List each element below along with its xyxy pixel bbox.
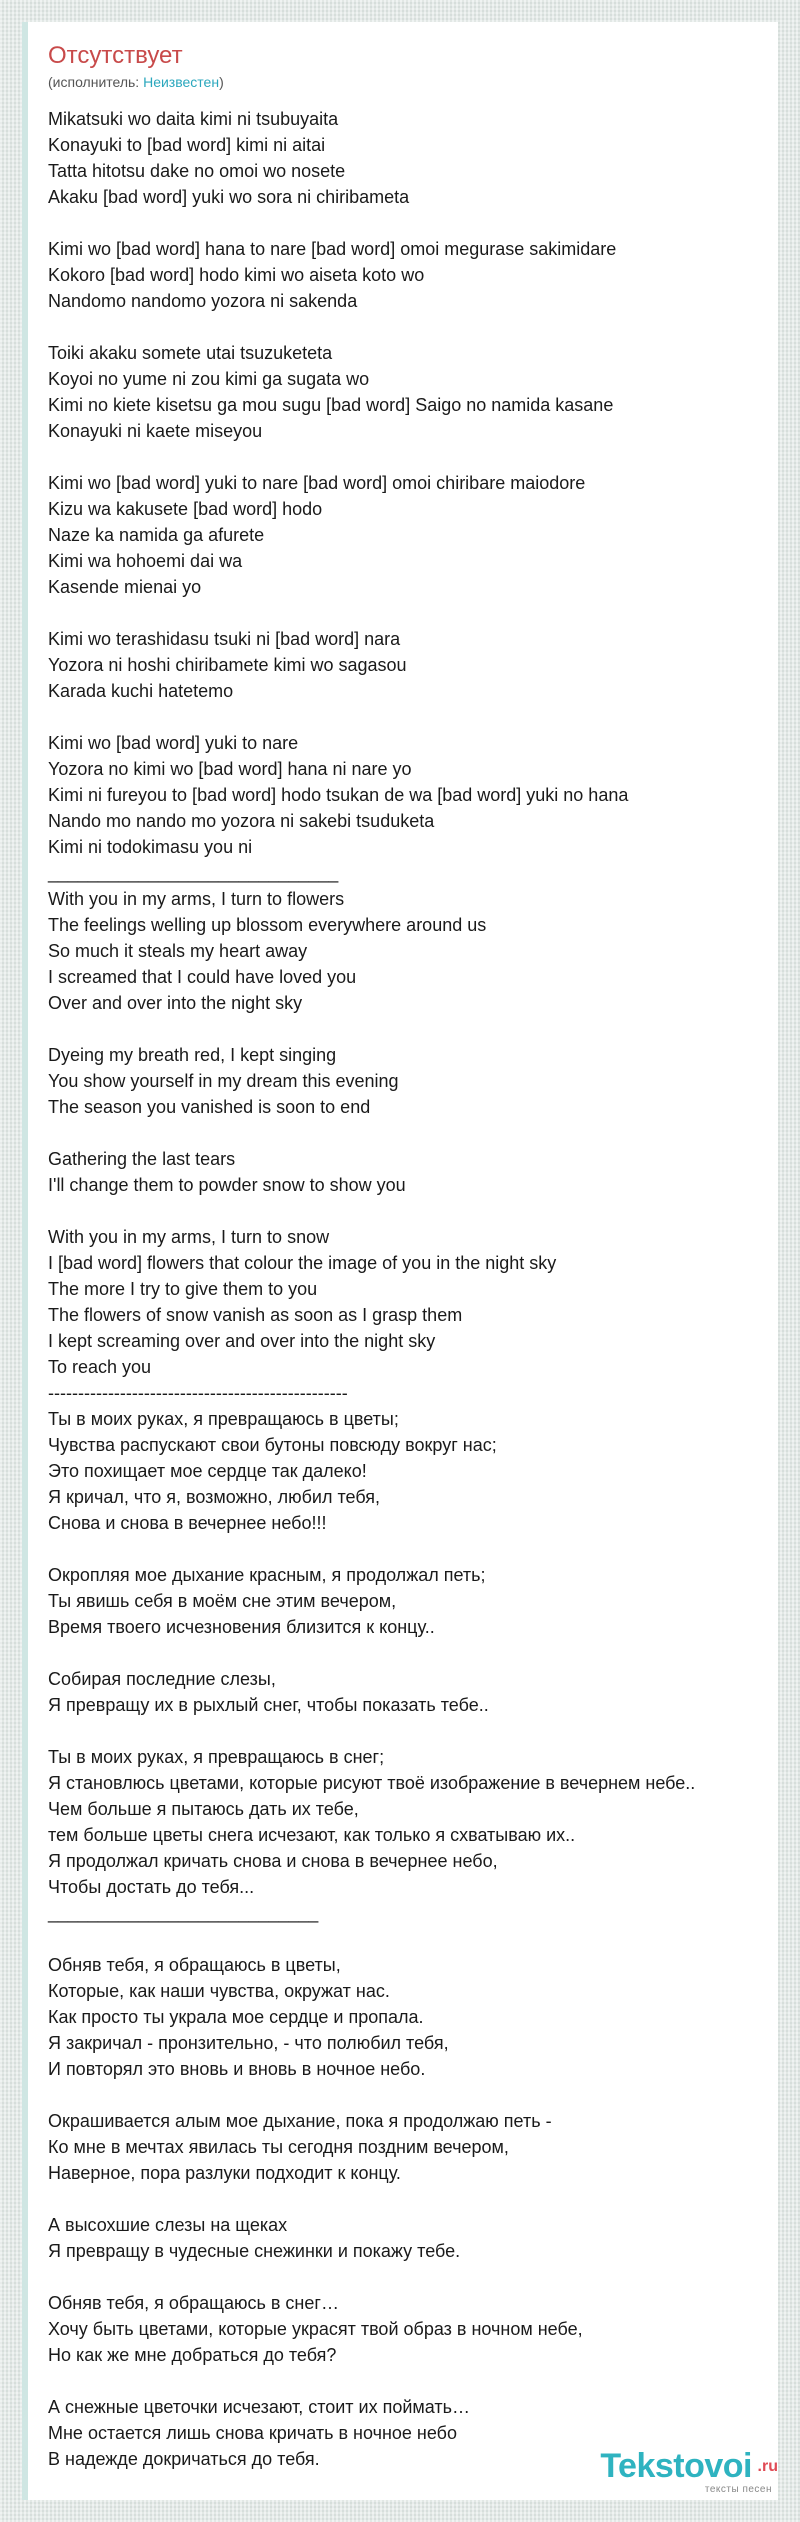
lyric-line: Konayuki to [bad word] kimi ni aitai: [48, 135, 326, 155]
lyric-line: The feelings welling up blossom everywhere around us: [48, 915, 487, 935]
lyric-line: Koyoi no yume ni zou kimi ga sugata wo: [48, 369, 370, 389]
lyric-line: Kimi no kiete kisetsu ga mou sugu [bad word] Saigo no namida kasane: [48, 395, 614, 415]
lyric-line: [48, 1718, 768, 1744]
lyric-line: [48, 444, 768, 470]
lyric-line: I [bad word] flowers that colour the image of you in the night sky: [48, 1253, 557, 1273]
lyric-line: тем больше цветы снега исчезают, как только я схватываю их..: [48, 1825, 576, 1845]
lyric-line: Kizu wa kakusete [bad word] hodo: [48, 499, 323, 519]
lyric-line: Я закричал - пронзительно, - что полюбил тебя,: [48, 2033, 449, 2053]
lyric-line: Ты явишь себя в моём сне этим вечером,: [48, 1591, 397, 1611]
lyric-line: Собирая последние слезы,: [48, 1669, 276, 1689]
artist-prefix: (исполнитель:: [48, 74, 144, 90]
lyric-line: --------------------------------------------------: [48, 1383, 348, 1403]
site-logo[interactable]: [578, 2446, 778, 2498]
lyric-line: Konayuki ni kaete miseyou: [48, 421, 263, 441]
lyric-line: With you in my arms, I turn to snow: [48, 1227, 330, 1247]
lyric-line: [48, 2264, 768, 2290]
lyrics-card: [22, 22, 778, 2500]
lyric-line: Хочу быть цветами, которые украсят твой образ в ночном небе,: [48, 2319, 583, 2339]
lyric-line: Ко мне в мечтах явилась ты сегодня поздним вечером,: [48, 2137, 509, 2157]
lyric-line: Tatta hitotsu dake no omoi wo nosete: [48, 161, 346, 181]
lyric-line: Mikatsuki wo daita kimi ni tsubuyaita: [48, 109, 339, 129]
lyric-line: Karada kuchi hatetemo: [48, 681, 234, 701]
lyric-line: Yozora ni hoshi chiribamete kimi wo sagasou: [48, 655, 407, 675]
lyric-line: Kimi ni todokimasu you ni: [48, 837, 253, 857]
lyric-line: Обняв тебя, я обращаюсь в цветы,: [48, 1955, 341, 1975]
lyric-line: И повторял это вновь и вновь в ночное небо.: [48, 2059, 426, 2079]
lyric-line: Yozora no kimi wo [bad word] hana ni nare yo: [48, 759, 412, 779]
lyric-line: The more I try to give them to you: [48, 1279, 318, 1299]
lyric-line: А высохшие слезы на щеках: [48, 2215, 288, 2235]
lyric-line: Naze ka namida ga afurete: [48, 525, 265, 545]
lyric-line: To reach you: [48, 1357, 152, 1377]
lyric-line: Gathering the last tears: [48, 1149, 236, 1169]
lyric-line: You show yourself in my dream this evening: [48, 1071, 399, 1091]
lyric-line: Kimi wo [bad word] yuki to nare [bad word] omoi chiribare maiodore: [48, 473, 586, 493]
lyric-line: Окропляя мое дыхание красным, я продолжал петь;: [48, 1565, 486, 1585]
lyric-line: А снежные цветочки исчезают, стоит их поймать…: [48, 2397, 471, 2417]
lyric-line: [48, 1536, 768, 1562]
lyric-line: With you in my arms, I turn to flowers: [48, 889, 345, 909]
lyric-line: Ты в моих руках, я превращаюсь в снег;: [48, 1747, 385, 1767]
lyric-line: Kimi wa hohoemi dai wa: [48, 551, 243, 571]
lyric-line: Nando mo nando mo yozora ni sakebi tsuduketa: [48, 811, 435, 831]
lyric-line: Ты в моих руках, я превращаюсь в цветы;: [48, 1409, 399, 1429]
lyric-line: Dyeing my breath red, I kept singing: [48, 1045, 337, 1065]
lyrics-text: [48, 106, 768, 2472]
lyric-line: Kimi wo [bad word] hana to nare [bad word] omoi megurase sakimidare: [48, 239, 617, 259]
logo-domain: .ru: [757, 2458, 778, 2475]
lyric-line: [48, 314, 768, 340]
lyric-line: [48, 2082, 768, 2108]
lyric-line: I'll change them to powder snow to show you: [48, 1175, 406, 1195]
artist-link[interactable]: Неизвестен: [143, 74, 220, 90]
lyric-line: I kept screaming over and over into the night sky: [48, 1331, 436, 1351]
lyric-line: [48, 600, 768, 626]
lyric-line: Наверное, пора разлуки подходит к концу.: [48, 2163, 401, 2183]
lyric-line: [48, 1016, 768, 1042]
lyric-line: Окрашивается алым мое дыхание, пока я продолжаю петь -: [48, 2111, 552, 2131]
lyric-line: [48, 1926, 768, 1952]
lyric-line: Мне остается лишь снова кричать в ночное небо: [48, 2423, 457, 2443]
artist-line: [48, 73, 224, 91]
lyric-line: Я кричал, что я, возможно, любил тебя,: [48, 1487, 380, 1507]
lyric-line: Как просто ты украла мое сердце и пропала.: [48, 2007, 424, 2027]
logo-tagline: тексты песен: [704, 2484, 772, 2495]
lyric-line: [48, 1640, 768, 1666]
lyric-line: Kimi ni fureyou to [bad word] hodo tsukan de wa [bad word] yuki no hana: [48, 785, 629, 805]
lyric-line: Я превращу в чудесные снежинки и покажу тебе.: [48, 2241, 461, 2261]
lyric-line: ___________________________: [48, 1903, 319, 1923]
lyric-line: Я становлюсь цветами, которые рисуют твоё изображение в вечернем небе..: [48, 1773, 696, 1793]
lyric-line: So much it steals my heart away: [48, 941, 308, 961]
lyric-line: Которые, как наши чувства, окружат нас.: [48, 1981, 390, 2001]
lyric-line: Чтобы достать до тебя...: [48, 1877, 255, 1897]
lyric-line: Это похищает мое сердце так далеко!: [48, 1461, 367, 1481]
logo-wordmark: Tekstovoi: [600, 2447, 752, 2485]
lyric-line: [48, 1198, 768, 1224]
lyric-line: Kokoro [bad word] hodo kimi wo aiseta koto wo: [48, 265, 425, 285]
lyric-line: Обняв тебя, я обращаюсь в снег…: [48, 2293, 339, 2313]
lyric-line: The season you vanished is soon to end: [48, 1097, 371, 1117]
lyric-line: Akaku [bad word] yuki wo sora ni chiribameta: [48, 187, 410, 207]
lyric-line: [48, 1120, 768, 1146]
lyric-line: Nandomo nandomo yozora ni sakenda: [48, 291, 358, 311]
lyric-line: The flowers of snow vanish as soon as I grasp them: [48, 1305, 463, 1325]
lyric-line: Чем больше я пытаюсь дать их тебе,: [48, 1799, 359, 1819]
lyric-line: [48, 2368, 768, 2394]
lyric-line: I screamed that I could have loved you: [48, 967, 357, 987]
lyric-line: _____________________________: [48, 863, 339, 883]
lyric-line: [48, 210, 768, 236]
lyric-line: [48, 704, 768, 730]
lyric-line: [48, 2186, 768, 2212]
lyric-line: Toiki akaku somete utai tsuzuketeta: [48, 343, 333, 363]
lyric-line: Но как же мне добраться до тебя?: [48, 2345, 337, 2365]
lyric-line: Снова и снова в вечернее небо!!!: [48, 1513, 327, 1533]
lyric-line: В надежде докричаться до тебя.: [48, 2449, 320, 2469]
lyric-line: Kasende mienai yo: [48, 577, 202, 597]
lyric-line: Kimi wo terashidasu tsuki ni [bad word] nara: [48, 629, 401, 649]
lyric-line: Я продолжал кричать снова и снова в вечернее небо,: [48, 1851, 498, 1871]
lyric-line: Чувства распускают свои бутоны повсюду вокруг нас;: [48, 1435, 497, 1455]
artist-suffix: ): [219, 74, 224, 90]
lyric-line: Over and over into the night sky: [48, 993, 303, 1013]
lyric-line: Я превращу их в рыхлый снег, чтобы показать тебе..: [48, 1695, 489, 1715]
song-title: Отсутствует: [48, 42, 183, 69]
lyric-line: Время твоего исчезновения близится к концу..: [48, 1617, 435, 1637]
lyric-line: Kimi wo [bad word] yuki to nare: [48, 733, 299, 753]
